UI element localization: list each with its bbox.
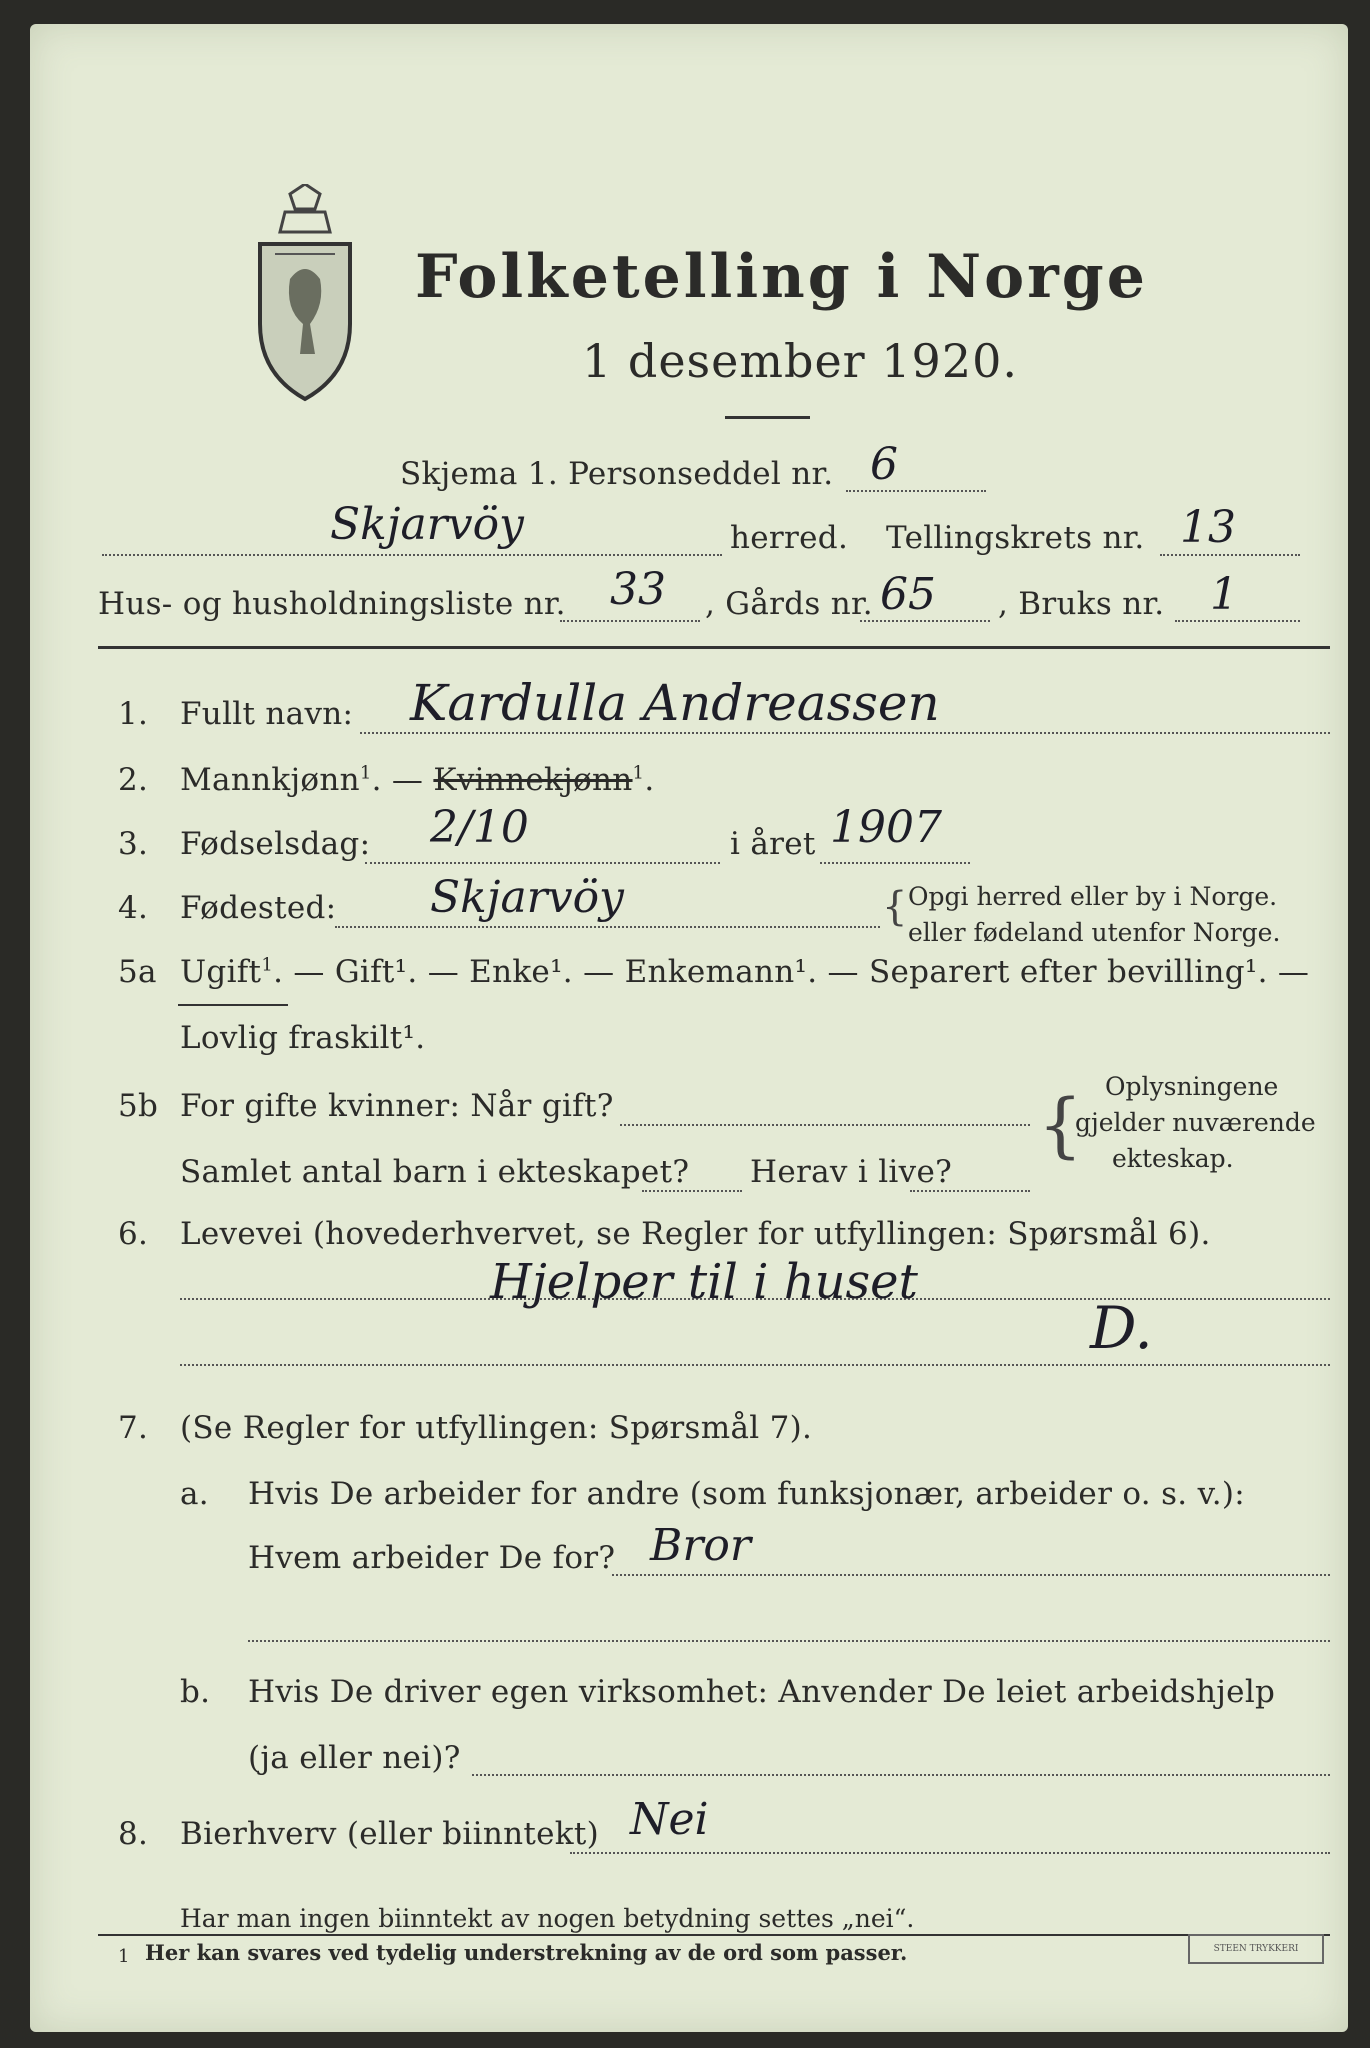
ugift-underline xyxy=(178,1004,288,1006)
birthdate-value: 2/10 xyxy=(430,802,529,853)
q6-label: Levevei (hovederhvervet, se Regler for utfyllingen: Spørsmål 6). xyxy=(180,1216,1211,1252)
skjema-label: Skjema 1. Personseddel nr. xyxy=(400,456,834,492)
q2-number: 2. xyxy=(118,762,149,798)
q5b-note-2: gjelder nuværende xyxy=(1075,1108,1316,1137)
male-option: Mannkjønn xyxy=(180,762,360,798)
q1-number: 1. xyxy=(118,696,149,732)
q5b-label-married: For gifte kvinner: Når gift? xyxy=(180,1088,614,1124)
q8-label: Bierhverv (eller biinntekt) xyxy=(180,1816,600,1852)
q7a-line1: Hvis De arbeider for andre (som funksjonær, arbeider o. s. v.): xyxy=(248,1476,1246,1512)
printer-stamp: STEEN TRYKKERI xyxy=(1188,1934,1324,1964)
q7b-line2: (ja eller nei)? xyxy=(248,1740,461,1776)
q7a-letter: a. xyxy=(180,1476,209,1512)
side-income-value: Nei xyxy=(630,1794,709,1845)
q7-label: (Se Regler for utfyllingen: Spørsmål 7). xyxy=(180,1410,813,1446)
bruks-label: , Bruks nr. xyxy=(998,586,1165,622)
hus-label: Hus- og husholdningsliste nr. xyxy=(98,586,566,622)
form-title: Folketelling i Norge xyxy=(415,242,1148,312)
census-form: Folketelling i Norge 1 desember 1920. Skjema 1. Personseddel nr. 6 Skjarvöy herred. Tellingskrets nr. 13 Hus- og husholdningsliste nr. 33 , Gårds nr. 65 , Bruks nr. 1 1. Fullt navn: Kardulla Andreassen 2. Mannkjønn$^1$. — Kvinnekjønn$^1$. 3. Fødselsdag: 2/10 i året 1907 4. Fødested: Skjarvöy { Opgi herred eller by i Norge. eller fødeland utenfor Norge. 5a Ugift$^1$. — Gift¹. — Enke¹. — Enkemann¹. — Separert efter bevilling¹. — Lovlig fraskilt¹. 5b For gifte kvinner: Når gift? Samlet antal barn i ekteskapet? Herav i live? { Oplysningene gjelder nuværende ekteskap. 6. Levevei (hovederhvervet, se Regler for utfyllingen: Spørsmål 6). Hjelper til i huset D. 7. (Se Regler for utfyllingen: Spørsmål 7). a. Hvis De arbeider for andre (som funksjonær, arbeider o. s. v.): Hvem arbeider De for? Bror b. Hvis De driver egen virksomhet: Anvender De leiet arbeidshjelp (ja eller nei)? 8. Bierhverv (eller biinntekt) Nei Har man ingen biinntekt av nogen betydning settes „nei“. 1 Her kan svares ved tydelig understrekning av de ord som passer. STEEN TRYKKERI xyxy=(30,24,1348,2032)
marital-status: Ugift$^1$. — Gift¹. — Enke¹. — Enkemann¹. — Separert efter bevilling¹. — xyxy=(180,954,1310,990)
personseddel-nr: 6 xyxy=(870,439,898,490)
lovlig-fraskilt: Lovlig fraskilt¹. xyxy=(180,1020,426,1056)
q5b-label-alive: Herav i live? xyxy=(750,1154,953,1190)
q7-number: 7. xyxy=(118,1410,149,1446)
bruks-nr: 1 xyxy=(1210,569,1238,620)
birthplace-value: Skjarvöy xyxy=(430,872,624,923)
birthplace-note-2: eller fødeland utenfor Norge. xyxy=(908,918,1281,947)
q1-label: Fullt navn: xyxy=(180,696,354,732)
q2-sex: Mannkjønn$^1$. — Kvinnekjønn$^1$. xyxy=(180,762,655,798)
q5b-note-1: Oplysningene xyxy=(1105,1072,1279,1101)
title-divider xyxy=(725,416,810,419)
header-rule xyxy=(98,646,1330,649)
q5a-number: 5a xyxy=(118,954,157,990)
q4-label: Fødested: xyxy=(180,890,337,926)
occupation-mark: D. xyxy=(1090,1294,1153,1362)
q8-number: 8. xyxy=(118,1816,149,1852)
employer-value: Bror xyxy=(650,1520,751,1571)
full-name-value: Kardulla Andreassen xyxy=(410,674,940,732)
herred-label: herred. xyxy=(730,520,849,556)
footnote: Her kan svares ved tydelig understrekning av de ord som passer. xyxy=(145,1940,908,1965)
footer-note: Har man ingen biinntekt av nogen betydning settes „nei“. xyxy=(180,1904,915,1933)
q5b-note-3: ekteskap. xyxy=(1112,1144,1234,1173)
q5b-number: 5b xyxy=(118,1088,159,1124)
q5b-label-children: Samlet antal barn i ekteskapet? xyxy=(180,1154,690,1190)
q7a-line2: Hvem arbeider De for? xyxy=(248,1540,616,1576)
ugift-option: Ugift xyxy=(180,954,262,990)
female-option: Kvinnekjønn xyxy=(433,762,633,798)
norway-coat-of-arms-icon xyxy=(245,184,365,404)
q4-number: 4. xyxy=(118,890,149,926)
footnote-mark: 1 xyxy=(118,1946,130,1967)
occupation-value: Hjelper til i huset xyxy=(490,1254,918,1310)
tellingskrets-label: Tellingskrets nr. xyxy=(886,520,1145,556)
q7b-letter: b. xyxy=(180,1674,211,1710)
q6-number: 6. xyxy=(118,1216,149,1252)
birthplace-note-1: Opgi herred eller by i Norge. xyxy=(908,882,1278,911)
gards-label: , Gårds nr. xyxy=(705,586,873,622)
form-date: 1 desember 1920. xyxy=(582,334,1018,388)
herred-value: Skjarvöy xyxy=(330,499,524,550)
q3-label: Fødselsdag: xyxy=(180,826,371,862)
q3-number: 3. xyxy=(118,826,149,862)
q7b-line1: Hvis De driver egen virksomhet: Anvender De leiet arbeidshjelp xyxy=(248,1674,1276,1710)
gards-nr: 65 xyxy=(880,569,936,620)
year-label: i året xyxy=(730,826,816,862)
tellingskrets-nr: 13 xyxy=(1180,502,1236,553)
hus-nr: 33 xyxy=(610,564,666,615)
birth-year-value: 1907 xyxy=(830,802,942,853)
